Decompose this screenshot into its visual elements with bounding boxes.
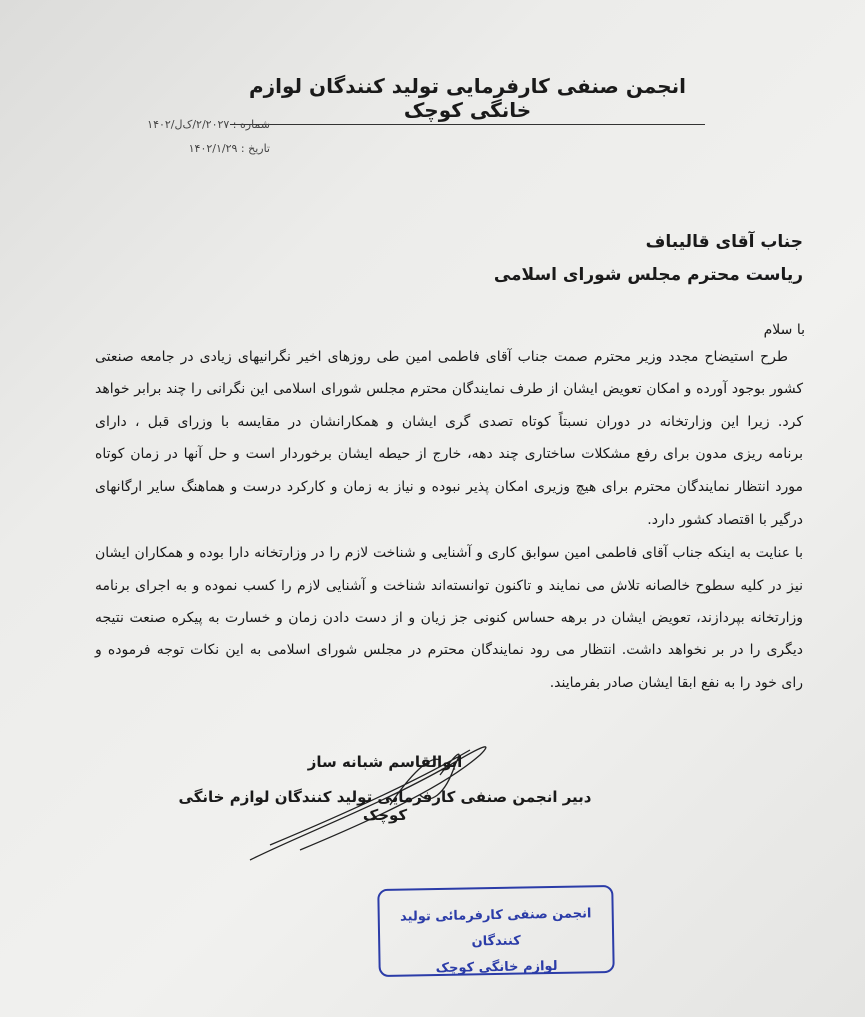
body-line: نیز در کلیه سطوح خالصانه تلاش می نمایند و تاکنون توانسته‌اند شناخت و آشنایی لازم را کسب نموده و به اجرای برنامه [95,578,803,594]
recipient-name: جناب آقای قالیباف [645,232,803,252]
body-line: وزارتخانه بپردازند، تعویض ایشان در برهه حساس کنونی جز زیان و از دست دادن زمان و خسارت به پیکره صنعت نتیجه [95,610,803,626]
recipient-title: ریاست محترم مجلس شورای اسلامی [493,265,803,285]
letter-number: شماره : ۲/۲۰۲۷/ک‌ل/۱۴۰۲ [147,118,270,131]
body-line: مورد انتظار نمایندگان محترم برای هیچ وزیری امکان پذیر نبوده و نیاز به زمان و کارکرد درست و هماهنگ سایر ارگانهای [95,479,803,495]
organization-stamp [377,885,614,977]
body-line: کرد. زیرا این وزارتخانه در دوران نسبتاً کوتاه تصدی گری ایشان و همکارانشان در مقایسه با وزرای قبل ، دارای [95,414,803,430]
stamp-line-2: لوازم خانگی کوچک [435,958,558,977]
body-line: دیگری را در بر نخواهد داشت. انتظار می رود نمایندگان محترم در مجلس شورای اسلامی به این نکات توجه فرموده و [95,642,803,658]
letter-date: تاریخ : ۱۴۰۲/۱/۲۹ [188,142,270,155]
signatory-name: ابوالقاسم شبانه ساز [307,753,463,771]
body-line: طرح استیضاح مجدد وزیر محترم صمت جناب آقای فاطمی امین طی روزهای اخیر نگرانیهای زیادی در جامعه صنعتی [95,349,788,365]
body-line: رای خود را به نفع ابقا ایشان صادر بفرمایند. [549,675,803,691]
signatory-position: دبیر انجمن صنفی کارفرمایی تولید کنندگان لوازم خانگی کوچک [178,788,592,824]
body-line: برنامه ریزی مدون برای رفع مشکلات ساختاری چند دهه، خارج از حیطه ایشان برخوردار است و حل آنها در زمان کوتاه [95,446,803,462]
greeting: با سلام [763,322,805,338]
stamp-line-1: انجمن صنفی کارفرمائی تولید کنندگان [399,906,592,950]
body-line: با عنایت به اینکه جناب آقای فاطمی امین سوابق کاری و آشنایی و شناخت لازم را در وزارتخانه دارا بوده و همکاران ایشان [95,545,803,561]
letterhead-title: انجمن صنفی کارفرمایی تولید کنندگان لوازم خانگی کوچک [230,74,705,125]
body-line: درگیر با اقتصاد کشور دارد. [647,512,803,528]
body-line: کشور بوجود آورده و امکان تعویض ایشان از طرف نمایندگان محترم مجلس شورای اسلامی این نگرانی را چند برابر خواهد [95,381,803,397]
